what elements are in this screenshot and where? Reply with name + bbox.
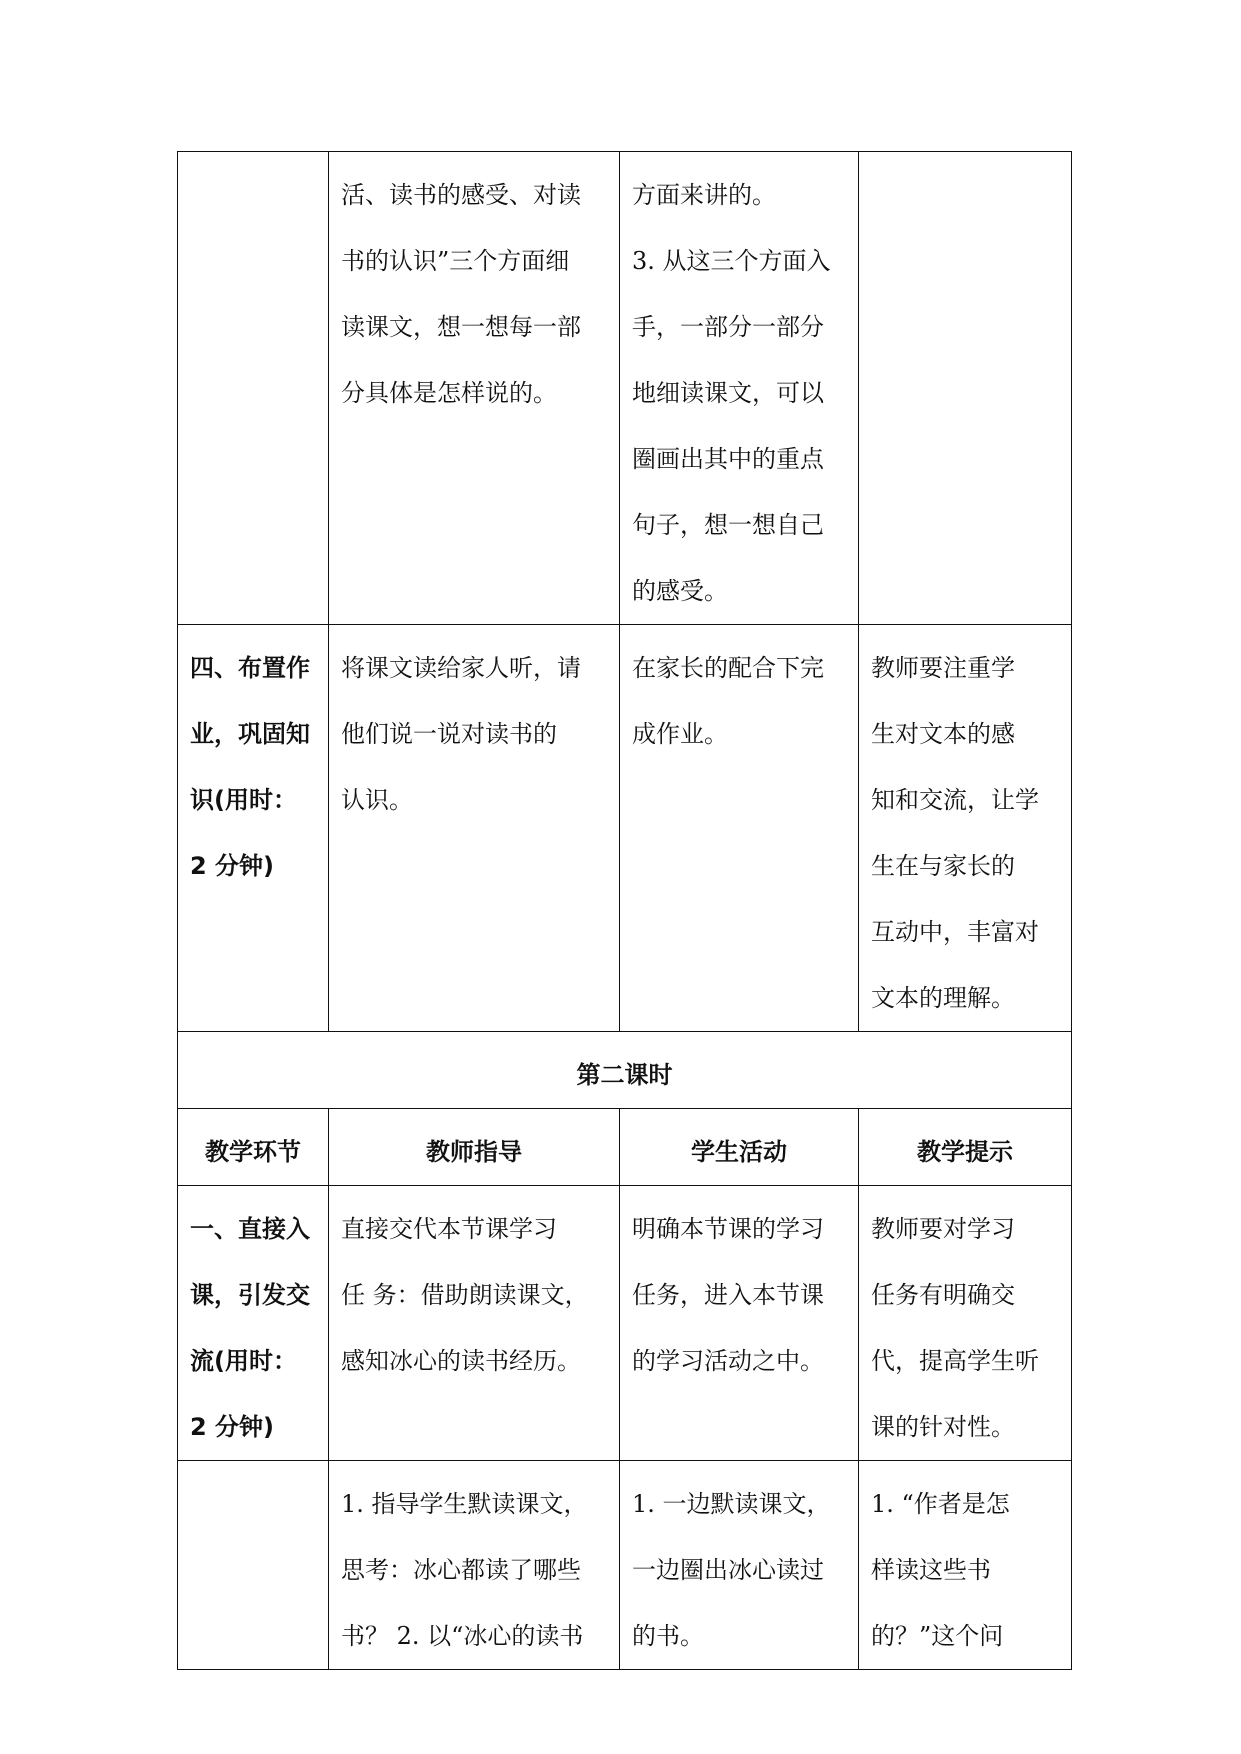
- teaching-hint-cell: [859, 1186, 1072, 1461]
- text-line: 流(用时：: [190, 1347, 297, 1375]
- header-row: [178, 1109, 1072, 1186]
- stage-cell: [178, 1461, 329, 1670]
- text-line: 认识。: [341, 786, 413, 814]
- text-line: 一、直接入: [190, 1215, 310, 1243]
- section-title: 第二课时: [178, 1032, 1072, 1109]
- student-activity-cell: [620, 625, 859, 1032]
- text-line: 读课文，想一想每一部: [341, 313, 581, 341]
- teacher-guidance-cell: [329, 152, 620, 625]
- text-line: 2 分钟): [190, 1413, 275, 1441]
- text-line: 四、布置作: [190, 654, 310, 682]
- text-line: 在家长的配合下完: [632, 654, 824, 682]
- teacher-guidance-cell: [329, 1461, 620, 1670]
- lesson-plan-table: [177, 151, 1072, 1670]
- text-line: 知和交流，让学: [871, 786, 1039, 814]
- text-line: 地细读课文，可以: [632, 379, 824, 407]
- teaching-hint-cell: [859, 625, 1072, 1032]
- text-line: 书的认识”三个方面细: [341, 247, 570, 275]
- student-activity-cell: [620, 1461, 859, 1670]
- table-row-reading: [178, 1461, 1072, 1670]
- section-title-row: [178, 1032, 1072, 1109]
- text-line: 任务，进入本节课: [632, 1281, 824, 1309]
- stage-cell: [178, 1186, 329, 1461]
- text-line: 分具体是怎样说的。: [341, 379, 557, 407]
- text-line: 教师要注重学: [871, 654, 1015, 682]
- text-line: 一边圈出冰心读过: [632, 1556, 824, 1584]
- text-line: 生在与家长的: [871, 852, 1015, 880]
- text-line: 他们说一说对读书的: [341, 720, 557, 748]
- text-line: 样读这些书: [871, 1556, 991, 1584]
- teaching-hint-cell: [859, 1461, 1072, 1670]
- text-line: 业，巩固知: [190, 720, 310, 748]
- stage-cell: [178, 152, 329, 625]
- text-line: 句子，想一想自己: [632, 511, 824, 539]
- text-line: 手，一部分一部分: [632, 313, 824, 341]
- text-line: 任 务：借助朗读课文，: [341, 1281, 589, 1309]
- text-line: 将课文读给家人听，请: [341, 654, 581, 682]
- header-student: 学生活动: [620, 1109, 859, 1186]
- text-line: 的感受。: [632, 577, 728, 605]
- text-line: 书？ 2. 以“冰心的读书: [341, 1622, 584, 1650]
- text-line: 明确本节课的学习: [632, 1215, 824, 1243]
- teaching-hint-cell: [859, 152, 1072, 625]
- text-line: 方面来讲的。: [632, 181, 776, 209]
- text-line: 代，提高学生听: [871, 1347, 1039, 1375]
- header-hint: 教学提示: [859, 1109, 1072, 1186]
- table-row-intro: [178, 1186, 1072, 1461]
- text-line: 成作业。: [632, 720, 728, 748]
- text-line: 教师要对学习: [871, 1215, 1015, 1243]
- header-stage: 教学环节: [178, 1109, 329, 1186]
- text-line: 任务有明确交: [871, 1281, 1015, 1309]
- text-line: 感知冰心的读书经历。: [341, 1347, 581, 1375]
- text-line: 思考：冰心都读了哪些: [341, 1556, 581, 1584]
- stage-cell: [178, 625, 329, 1032]
- text-line: 圈画出其中的重点: [632, 445, 824, 473]
- text-line: 的学习活动之中。: [632, 1347, 824, 1375]
- text-line: 2 分钟): [190, 852, 275, 880]
- text-line: 识(用时：: [190, 786, 297, 814]
- teacher-guidance-cell: [329, 625, 620, 1032]
- teacher-guidance-cell: [329, 1186, 620, 1461]
- text-line: 生对文本的感: [871, 720, 1015, 748]
- table-row-homework: [178, 625, 1072, 1032]
- header-teacher: 教师指导: [329, 1109, 620, 1186]
- table-row-continued: [178, 152, 1072, 625]
- text-line: 直接交代本节课学习: [341, 1215, 557, 1243]
- student-activity-cell: [620, 1186, 859, 1461]
- text-line: 活、读书的感受、对读: [341, 181, 581, 209]
- text-line: 1. 一边默读课文，: [632, 1490, 831, 1518]
- text-line: 文本的理解。: [871, 984, 1015, 1012]
- text-line: 课，引发交: [190, 1281, 310, 1309]
- text-line: 1. 指导学生默读课文，: [341, 1490, 588, 1518]
- text-line: 课的针对性。: [871, 1413, 1015, 1441]
- text-line: 的？”这个问: [871, 1622, 1004, 1650]
- text-line: 互动中，丰富对: [871, 918, 1039, 946]
- text-line: 1. “作者是怎: [871, 1490, 1010, 1518]
- student-activity-cell: [620, 152, 859, 625]
- text-line: 3. 从这三个方面入: [632, 247, 831, 275]
- text-line: 的书。: [632, 1622, 704, 1650]
